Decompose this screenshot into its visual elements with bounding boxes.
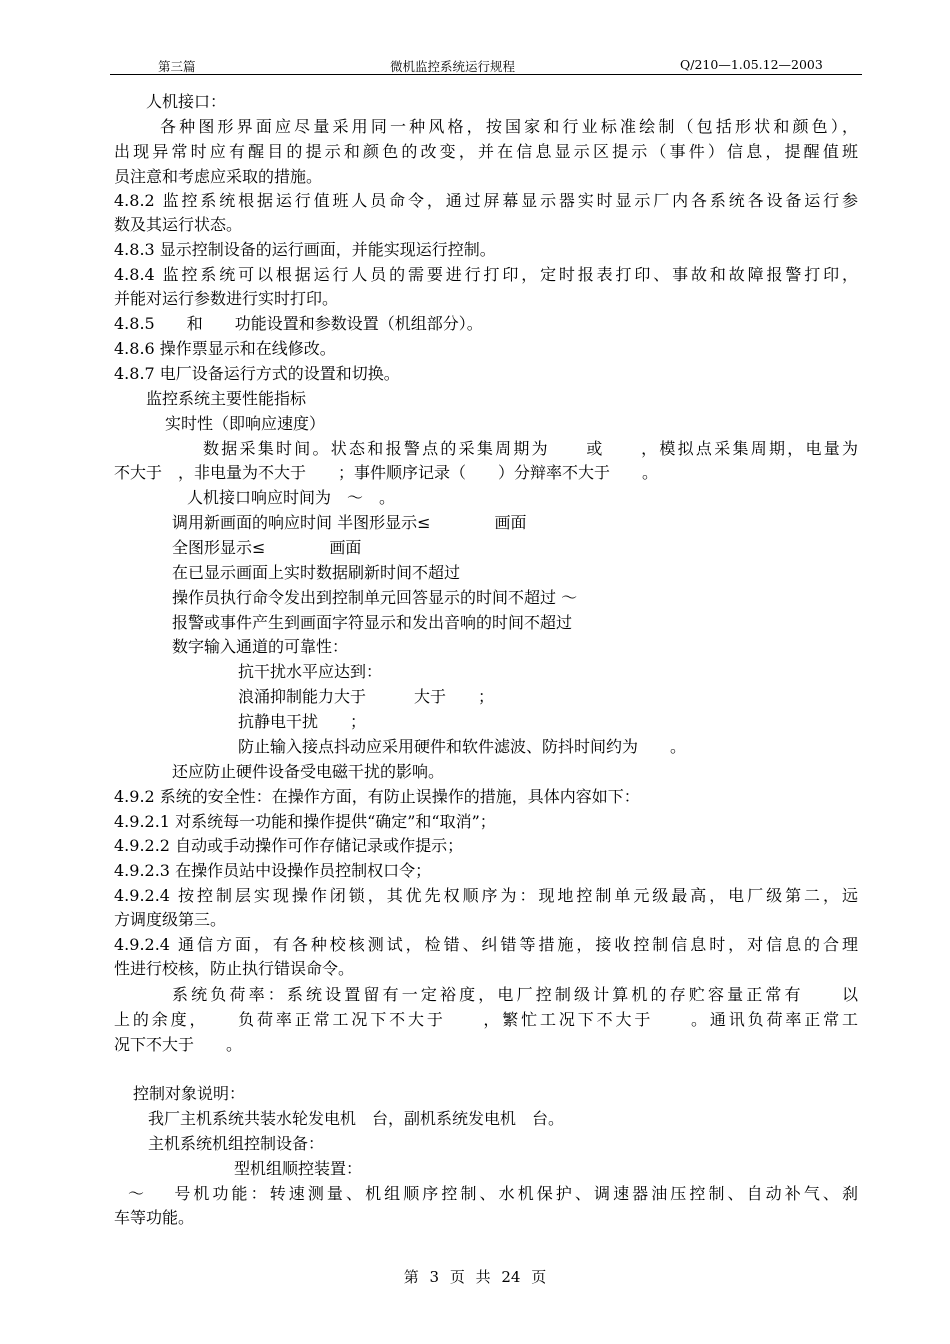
text-line: 4.9.2.2 自动或手动操作可作存储记录或作提示； [114,836,464,855]
text-line: 我厂主机系统共装水轮发电机 台，副机系统发电机 台。 [148,1109,565,1128]
text-line: 并能对运行参数进行实时打印。 [114,289,339,308]
text-line: 调用新画面的响应时间 半图形显示≤ 画面 [172,513,527,532]
text-line: ～ 号机功能：转速测量、机组顺序控制、水机保护、调速器油压控制、自动补气、刹 [128,1184,858,1203]
text-line: 型机组顺控装置： [234,1159,363,1178]
text-line: 性进行校核，防止执行错误命令。 [114,959,355,978]
text-line: 上的余度， 负荷率正常工况下不大于 ，繁忙工况下不大于 。通讯负荷率正常工 [114,1010,858,1029]
text-line: 数字输入通道的可靠性： [172,637,349,656]
text-line: 出现异常时应有醒目的提示和颜色的改变，并在信息显示区提示（事件）信息，提醒值班 [114,142,858,161]
header-title: 微机监控系统运行规程 [390,59,516,74]
section-heading: 控制对象说明： [133,1084,246,1103]
text-line: 4.9.2.3 在操作员站中设操作员控制权口令； [114,861,432,880]
text-line: 防止输入接点抖动应采用硬件和软件滤波、防抖时间约为 。 [238,737,687,756]
text-line: 不大于 ，非电量为不大于 ；事件顺序记录（ ）分辩率不大于 。 [114,463,659,482]
page-number: 第 3 页 共 24 页 [403,1268,547,1286]
text-line: 数及其运行状态。 [114,215,243,234]
text-line: 数据采集时间。状态和报警点的采集周期为 或 ，模拟点采集周期，电量为 [203,439,858,458]
text-line: 操作员执行命令发出到控制单元回答显示的时间不超过 ～ [172,588,578,607]
text-line: 方调度级第三。 [114,910,227,929]
text-line: 主机系统机组控制设备： [148,1134,325,1153]
text-line: 车等功能。 [114,1208,195,1227]
page-header [110,56,862,75]
text-line: 4.8.3 显示控制设备的运行画面，并能实现运行控制。 [114,240,496,259]
text-line: 4.8.4 监控系统可以根据运行人员的需要进行打印，定时报表打印、事故和故障报警打印， [114,265,858,284]
text-line: 员注意和考虑应采取的措施。 [114,167,323,186]
text-line: 人机接口响应时间为 ～ 。 [187,488,396,507]
text-line: 4.8.7 电厂设备运行方式的设置和切换。 [114,364,400,383]
text-line: 全图形显示≤ 画面 [172,538,362,557]
text-line: 况下不大于 。 [114,1035,243,1054]
text-line: 报警或事件产生到画面字符显示和发出音响的时间不超过 [172,613,573,632]
text-line: 4.8.5 和 功能设置和参数设置（机组部分）。 [114,314,483,333]
header-section: 第三篇 [158,59,196,74]
text-line: 抗干扰水平应达到： [238,662,383,681]
text-line: 各种图形界面应尽量采用同一种风格，按国家和行业标准绘制（包括形状和颜色）， [160,117,858,136]
text-line: 人机接口： [146,92,227,111]
text-line: 4.9.2 系统的安全性：在操作方面，有防止误操作的措施，具体内容如下： [114,787,640,806]
text-line: 4.9.2.1 对系统每一功能和操作提供“确定”和“取消”； [114,812,496,831]
text-line: 还应防止硬件设备受电磁干扰的影响。 [172,762,445,781]
text-line: 4.9.2.4 按控制层实现操作闭锁，其优先权顺序为：现地控制单元级最高，电厂级第二，远 [114,886,858,905]
text-line: 4.8.2 监控系统根据运行值班人员命令，通过屏幕显示器实时显示厂内各系统各设备运行参 [114,191,858,210]
text-line: 在已显示画面上实时数据刷新时间不超过 [172,563,461,582]
section-heading: 监控系统主要性能指标 [146,389,307,408]
text-line: 4.8.6 操作票显示和在线修改。 [114,339,336,358]
text-line: 系统负荷率：系统设置留有一定裕度，电厂控制级计算机的存贮容量正常有 以 [172,985,858,1004]
text-line: 浪涌抑制能力大于 大于 ； [238,687,495,706]
header-doc-code: Q/210—1.05.12—2003 [680,57,823,72]
text-line: 4.9.2.4 通信方面，有各种校核测试，检错、纠错等措施，接收控制信息时，对信息的合理 [114,935,858,954]
text-line: 抗静电干扰 ； [238,712,367,731]
subsection-heading: 实时性（即响应速度） [165,414,326,433]
